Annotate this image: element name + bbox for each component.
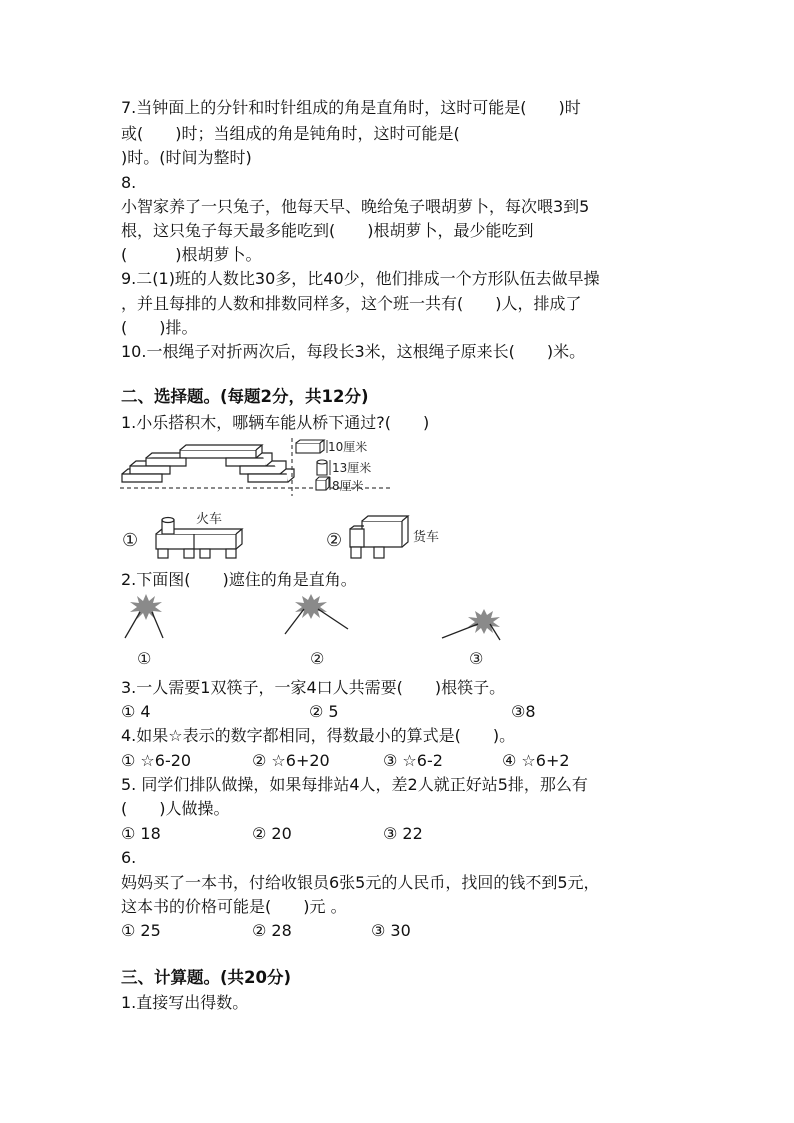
- s2-q3-option-1: ① 4: [121, 702, 151, 721]
- q8-line1: 小智家养了一只兔子，他每天早、晚给兔子喂胡萝卜，每次喂3到5: [121, 197, 590, 216]
- s2-q6-option-2: ② 28: [252, 921, 292, 940]
- vehicles-figure: [120, 507, 450, 563]
- s2-q6-line1: 妈妈买了一本书，付给收银员6张5元的人民币，找回的钱不到5元，: [121, 873, 600, 892]
- option-2-label: ②: [326, 530, 343, 551]
- s2-q3-option-3: ③8: [511, 702, 536, 721]
- s2-q4-option-1: ① ☆6-20: [121, 751, 192, 770]
- s2-q5-line2: ( )人做操。: [121, 799, 230, 818]
- angle-1-label: ①: [137, 649, 152, 668]
- s2-q5-option-2: ② 20: [252, 824, 292, 843]
- s2-q5-line1: 5. 同学们排队做操，如果每排站4人，差2人就正好站5排，那么有: [121, 775, 588, 794]
- angle-3-label: ③: [469, 649, 484, 668]
- s2-q1-text: 1.小乐搭积木，哪辆车能从桥下通过?( ): [121, 413, 430, 432]
- q10-line: 10.一根绳子对折两次后，每段长3米，这根绳子原来长( )米。: [121, 342, 586, 361]
- q9-line2: ，并且每排的人数和排数同样多，这个班一共有( )人，排成了: [121, 294, 582, 313]
- s2-q3-option-2: ② 5: [309, 702, 339, 721]
- label-10cm: 10厘米: [328, 440, 368, 454]
- s2-q2-text: 2.下面图( )遮住的角是直角。: [121, 570, 357, 589]
- q9-line1: 9.二(1)班的人数比30多，比40少，他们排成一个方形队伍去做早操: [121, 269, 600, 288]
- angles-figure: [120, 594, 520, 674]
- s2-q5-option-1: ① 18: [121, 824, 161, 843]
- section3-title: 三、计算题。(共20分): [121, 968, 292, 987]
- angle-1-starburst-icon: [125, 594, 163, 638]
- s2-q4-text: 4.如果☆表示的数字都相同，得数最小的算式是( )。: [121, 726, 516, 745]
- angle-2-starburst-icon: [285, 594, 348, 634]
- s2-q6-option-1: ① 25: [121, 921, 161, 940]
- q7-line3: )时。(时间为整时): [121, 148, 252, 167]
- s2-q4-option-2: ② ☆6+20: [252, 751, 330, 770]
- section2-title: 二、选择题。(每题2分，共12分): [121, 387, 369, 406]
- train-label: 火车: [196, 512, 223, 527]
- label-8cm: 8厘米: [332, 479, 364, 493]
- s2-q5-option-3: ③ 22: [383, 824, 423, 843]
- s2-q4-option-4: ④ ☆6+2: [502, 751, 570, 770]
- s2-q6-line2: 这本书的价格可能是( )元 。: [121, 897, 347, 916]
- truck-icon: [350, 516, 408, 558]
- q8-line3: ( )根胡萝卜。: [121, 245, 262, 264]
- q8-line2: 根，这只兔子每天最多能吃到( )根胡萝卜，最少能吃到: [121, 221, 534, 240]
- s2-q3-text: 3.一人需要1双筷子，一家4口人共需要( )根筷子。: [121, 678, 506, 697]
- truck-label: 货车: [413, 530, 440, 545]
- q7-line2: 或( )时；当组成的角是钝角时，这时可能是(: [121, 124, 460, 143]
- q7-line1: 7.当钟面上的分针和时针组成的角是直角时，这时可能是( )时: [121, 98, 581, 117]
- angle-2-label: ②: [310, 649, 325, 668]
- bridge-figure: [120, 436, 390, 498]
- q9-line3: ( )排。: [121, 318, 198, 337]
- q8-number: 8.: [121, 173, 137, 192]
- option-1-label: ①: [122, 530, 139, 551]
- s2-q4-option-3: ③ ☆6-2: [383, 751, 443, 770]
- s2-q6-number: 6.: [121, 848, 137, 867]
- label-13cm: 13厘米: [332, 461, 372, 475]
- s3-q1-text: 1.直接写出得数。: [121, 993, 249, 1012]
- s2-q6-option-3: ③ 30: [371, 921, 411, 940]
- angle-3-starburst-icon: [442, 609, 500, 640]
